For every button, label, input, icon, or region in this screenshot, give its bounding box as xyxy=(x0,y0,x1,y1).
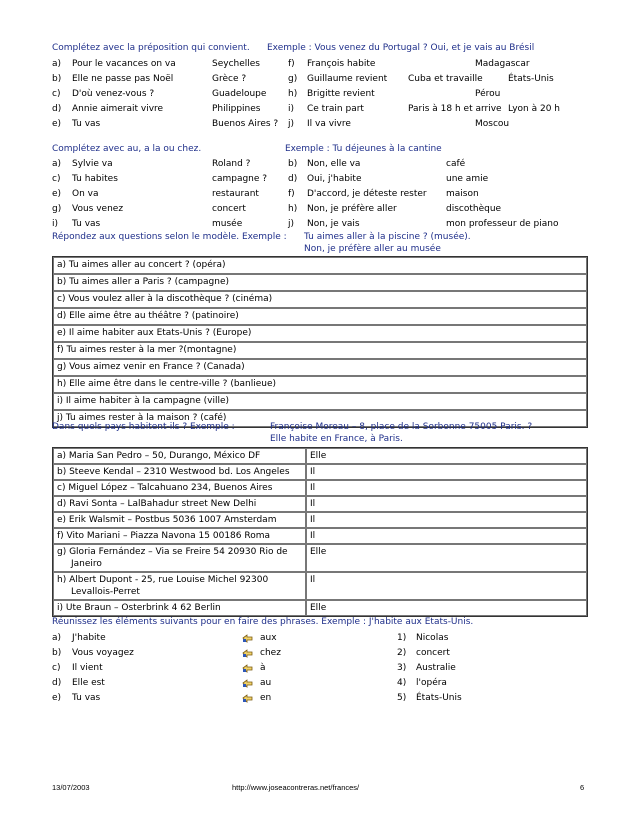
item-number: 3) xyxy=(397,663,407,673)
question-cell[interactable]: e) Il aime habiter aux Etats-Unis ? (Europe) xyxy=(53,325,587,342)
answer-cell[interactable]: Il xyxy=(306,528,587,544)
item-letter: h) xyxy=(288,89,298,99)
item-sentence: On va xyxy=(72,189,99,199)
table-row xyxy=(53,257,587,274)
item-sentence: Pour le vacances on va xyxy=(72,59,176,69)
item-sentence: Annie aimerait vivre xyxy=(72,104,164,114)
exercise4-instruction: Dans quels pays habitent-ils ? Exemple : xyxy=(52,422,235,432)
item-letter: i) xyxy=(52,219,59,229)
item-word: États-Unis xyxy=(416,693,462,703)
address-cell xyxy=(53,512,306,528)
exercise3-example-line1: Tu aimes aller à la piscine ? (musée). xyxy=(304,232,471,242)
table-row xyxy=(53,512,587,528)
table-row xyxy=(53,291,587,308)
item-word: musée xyxy=(212,219,243,229)
item-letter: g) xyxy=(52,204,62,214)
item-sentence: Vous venez xyxy=(72,204,124,214)
address-cell xyxy=(53,600,306,616)
item-sentence: Oui, j'habite xyxy=(307,174,362,184)
item-place: Seychelles xyxy=(212,59,260,69)
item-letter: a) xyxy=(52,59,62,69)
question-cell[interactable]: h) Elle aime être dans le centre-ville ? (banlieue) xyxy=(53,376,587,393)
item-letter: j) xyxy=(288,219,295,229)
item-letter: c) xyxy=(52,663,61,673)
table-row xyxy=(53,572,587,600)
address-cell xyxy=(53,544,306,572)
item-place: Paris à 18 h et arrive xyxy=(408,104,502,114)
question-cell[interactable]: i) Il aime habiter à la campagne (ville) xyxy=(53,393,587,410)
exercise4-example-line2: Elle habite en France, à Paris. xyxy=(270,434,403,444)
item-letter: e) xyxy=(52,693,62,703)
footer-url[interactable]: http://www.joseacontreras.net/frances/ xyxy=(232,783,360,792)
answer-cell[interactable]: Elle xyxy=(306,544,587,572)
item-sentence: Elle ne passe pas Noël xyxy=(72,74,174,84)
item-number: 2) xyxy=(397,648,407,658)
table-row xyxy=(53,274,587,291)
exercise4-example-line1: Françoise Moreau – 8, place de la Sorbonne 75005 Paris. ? xyxy=(270,422,533,432)
answer-cell[interactable]: Elle xyxy=(306,600,587,616)
item-place-second: Lyon à 20 h xyxy=(508,104,560,114)
item-sentence: Non, elle va xyxy=(307,159,361,169)
exercise5-instruction: Réunissez les éléments suivants pour en faire des phrases. Exemple : J'habite aux Etats-Unis. xyxy=(52,617,474,627)
address-cell xyxy=(53,528,306,544)
item-sentence: Il va vivre xyxy=(307,119,351,129)
item-subject: Vous voyagez xyxy=(72,648,134,658)
item-letter: b) xyxy=(288,159,298,169)
item-letter: f) xyxy=(288,189,295,199)
exercise1-instruction: Complétez avec la préposition qui convient. xyxy=(52,43,250,53)
item-letter: d) xyxy=(52,104,62,114)
address-text-continued: Janeiro xyxy=(71,559,102,569)
exercise2-instruction: Complétez avec au, a la ou chez. xyxy=(52,144,202,154)
pointing-hand-icon xyxy=(242,634,253,643)
question-cell[interactable]: f) Tu aimes rester à la mer ?(montagne) xyxy=(53,342,587,359)
item-place: Cuba et travaille xyxy=(408,74,483,84)
item-word: une amie xyxy=(446,174,489,184)
answer-cell[interactable]: Elle xyxy=(306,448,587,464)
item-letter: a) xyxy=(52,633,62,643)
item-sentence: Non, je vais xyxy=(307,219,360,229)
item-word: campagne ? xyxy=(212,174,268,184)
item-number: 4) xyxy=(397,678,407,688)
item-sentence: Tu vas xyxy=(72,119,101,129)
item-place: Guadeloupe xyxy=(212,89,267,99)
table-row xyxy=(53,528,587,544)
item-sentence: Brigitte revient xyxy=(307,89,375,99)
item-letter: b) xyxy=(52,74,62,84)
item-word: concert xyxy=(212,204,246,214)
item-sentence: Ce train part xyxy=(307,104,364,114)
table-row xyxy=(53,544,587,572)
address-cell xyxy=(53,480,306,496)
answer-cell[interactable]: Il xyxy=(306,512,587,528)
item-word: Australie xyxy=(416,663,456,673)
item-word: maison xyxy=(446,189,479,199)
exercise4-table xyxy=(52,447,588,617)
item-number: 1) xyxy=(397,633,407,643)
item-word: Nicolas xyxy=(416,633,449,643)
question-cell[interactable]: b) Tu aimes aller a Paris ? (campagne) xyxy=(53,274,587,291)
exercise3-example-line2: Non, je préfère aller au musée xyxy=(304,244,441,254)
table-row xyxy=(53,393,587,410)
item-sentence: Sylvie va xyxy=(72,159,113,169)
item-letter: g) xyxy=(288,74,298,84)
address-text: g) Gloria Fernández – Via se Freire 54 20930 Rio de xyxy=(57,547,288,557)
table-row xyxy=(53,480,587,496)
item-subject: Elle est xyxy=(72,678,105,688)
answer-cell[interactable]: Il xyxy=(306,464,587,480)
question-cell[interactable]: c) Vous voulez aller à la discothèque ? (cinéma) xyxy=(53,291,587,308)
item-sentence: Guillaume revient xyxy=(307,74,388,84)
item-number: 5) xyxy=(397,693,407,703)
pointing-hand-icon xyxy=(242,649,253,658)
item-preposition: à xyxy=(260,663,266,673)
item-letter: e) xyxy=(52,119,62,129)
item-letter: d) xyxy=(288,174,298,184)
item-letter: i) xyxy=(288,104,295,114)
table-row xyxy=(53,359,587,376)
pointing-hand-icon xyxy=(242,679,253,688)
table-row xyxy=(53,308,587,325)
item-place: Madagascar xyxy=(475,59,530,69)
item-place: Moscou xyxy=(475,119,510,129)
table-row xyxy=(53,342,587,359)
item-letter: a) xyxy=(52,159,62,169)
table-row xyxy=(53,464,587,480)
question-cell[interactable]: g) Vous aimez venir en France ? (Canada) xyxy=(53,359,587,376)
table-row xyxy=(53,325,587,342)
item-subject: Tu vas xyxy=(72,693,101,703)
item-word: restaurant xyxy=(212,189,259,199)
table-row xyxy=(53,600,587,616)
item-word: l'opéra xyxy=(416,678,447,688)
address-cell xyxy=(53,572,306,600)
item-sentence: Non, je préfère aller xyxy=(307,204,397,214)
table-row xyxy=(53,376,587,393)
question-cell[interactable]: d) Elle aime être au théâtre ? (patinoire) xyxy=(53,308,587,325)
footer-page-number: 6 xyxy=(580,783,585,792)
item-letter: b) xyxy=(52,648,62,658)
question-cell[interactable]: a) Tu aimes aller au concert ? (opéra) xyxy=(53,257,587,274)
item-letter: h) xyxy=(288,204,298,214)
item-subject: Il vient xyxy=(72,663,103,673)
address-text: d) Ravi Sonta – LalBahadur street New Delhi xyxy=(57,499,257,509)
address-text-continued: Levallois-Perret xyxy=(71,587,140,597)
item-sentence: D'accord, je déteste rester xyxy=(307,189,427,199)
question-cell[interactable]: j) Tu aimes rester à la maison ? (café) xyxy=(53,410,587,427)
item-preposition: en xyxy=(260,693,272,703)
item-word: mon professeur de piano xyxy=(446,219,559,229)
item-sentence: François habite xyxy=(307,59,376,69)
exercise2-example: Exemple : Tu déjeunes à la cantine xyxy=(285,144,442,154)
item-letter: e) xyxy=(52,189,62,199)
exercise3-table xyxy=(52,256,588,428)
item-word: café xyxy=(446,159,466,169)
item-sentence: D'où venez-vous ? xyxy=(72,89,155,99)
address-cell xyxy=(53,448,306,464)
item-place: Philippines xyxy=(212,104,261,114)
item-preposition: au xyxy=(260,678,272,688)
item-preposition: aux xyxy=(260,633,277,643)
address-text: i) Ute Braun – Osterbrink 4 62 Berlin xyxy=(57,603,221,613)
item-place-second: États-Unis xyxy=(508,74,554,84)
item-letter: c) xyxy=(52,89,61,99)
answer-cell[interactable]: Il xyxy=(306,572,587,600)
answer-cell[interactable]: Il xyxy=(306,496,587,512)
answer-cell[interactable]: Il xyxy=(306,480,587,496)
item-word: concert xyxy=(416,648,450,658)
footer-date: 13/07/2003 xyxy=(52,783,90,792)
pointing-hand-icon xyxy=(242,664,253,673)
address-text: a) Maria San Pedro – 50, Durango, México DF xyxy=(57,451,261,461)
exercise3-instruction: Répondez aux questions selon le modèle. Exemple : xyxy=(52,232,287,242)
table-row xyxy=(53,496,587,512)
item-letter: c) xyxy=(52,174,61,184)
address-text: e) Erik Walsmit – Postbus 5036 1007 Amsterdam xyxy=(57,515,277,525)
item-place: Grèce ? xyxy=(212,74,247,84)
item-place: Buenos Aires ? xyxy=(212,119,279,129)
address-cell xyxy=(53,464,306,480)
address-text: f) Vito Mariani – Piazza Navona 15 00186 Roma xyxy=(57,531,270,541)
item-letter: j) xyxy=(288,119,295,129)
item-subject: J'habite xyxy=(72,633,106,643)
exercise1-example: Exemple : Vous venez du Portugal ? Oui, et je vais au Brésil xyxy=(267,43,535,53)
table-row xyxy=(53,448,587,464)
item-sentence: Tu habites xyxy=(72,174,118,184)
item-place: Pérou xyxy=(475,89,501,99)
item-word: Roland ? xyxy=(212,159,251,169)
item-sentence: Tu vas xyxy=(72,219,101,229)
address-cell xyxy=(53,496,306,512)
item-letter: d) xyxy=(52,678,62,688)
item-letter: f) xyxy=(288,59,295,69)
item-word: discothèque xyxy=(446,204,502,214)
address-text: b) Steeve Kendal – 2310 Westwood bd. Los Angeles xyxy=(57,467,290,477)
pointing-hand-icon xyxy=(242,694,253,703)
address-text: c) Miguel López – Talcahuano 234, Buenos Aires xyxy=(57,483,273,493)
address-text: h) Albert Dupont - 25, rue Louise Michel 92300 xyxy=(57,575,269,585)
item-preposition: chez xyxy=(260,648,281,658)
